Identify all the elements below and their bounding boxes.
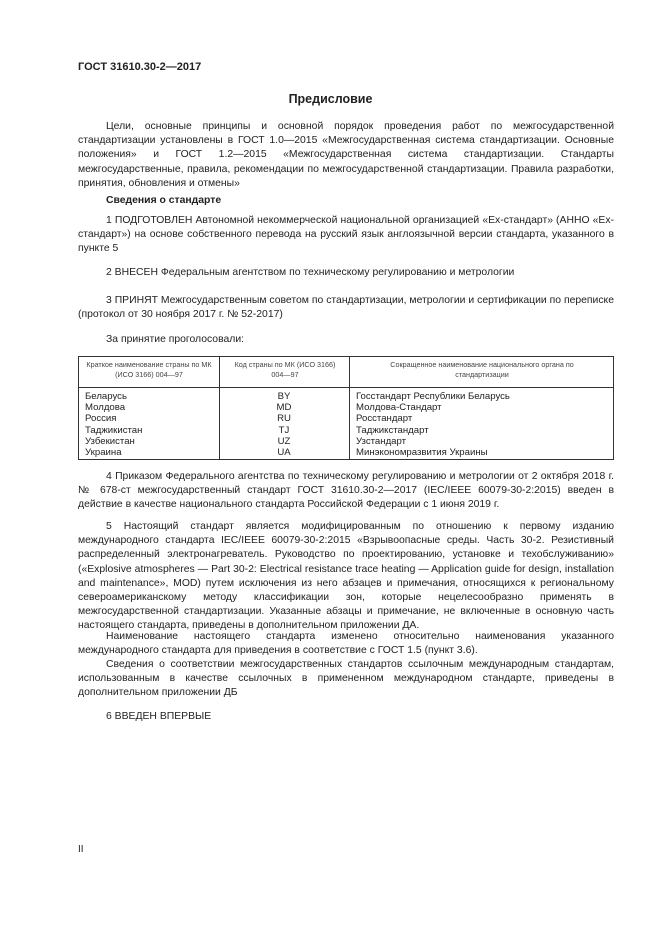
document-number: ГОСТ 31610.30-2—2017: [78, 61, 202, 73]
page-title: Предисловие: [288, 92, 373, 106]
table-cell: Молдова: [85, 402, 126, 414]
item-6: 6 ВВЕДЕН ВПЕРВЫЕ: [106, 711, 212, 722]
header-country-name: Краткое наименование страны по МК (ИСО 3166) 004—97: [86, 360, 212, 379]
item-3: 3 ПРИНЯТ Межгосударственным советом по стандартизации, метрологии и сертификации по переписке (протокол от 30 ноября 2017 г. № 52-2017): [78, 295, 614, 321]
table-cell: Росстандарт: [356, 413, 413, 425]
column-divider: [349, 357, 350, 459]
country-name-column: [85, 391, 142, 458]
table-cell: Госстандарт Республики Беларусь: [356, 391, 510, 402]
item-1: 1 ПОДГОТОВЛЕН Автономной некоммерческой национальной организацией «Ех-стандарт» (АННО «Ех-стандарт») на основе собственного перевода на русский язык англоязычной версии стандарта, указанного в пункте 5: [78, 215, 614, 255]
voting-table: [78, 356, 614, 460]
item-2: 2 ВНЕСЕН Федеральным агентством по техническому регулированию и метрологии: [106, 267, 515, 278]
table-cell: Украина: [85, 447, 122, 459]
table-cell: UA: [277, 447, 291, 459]
item-4: 4 Приказом Федерального агентства по техническому регулированию и метрологии от 2 октября 2018 г. № 678-ст межгосударственный стандарт ГОСТ 31610.30-2—2017 (IEC/IEEE 60079-30-2:2015) введен в действие в качестве национального стандарта Российской Федерации с 1 июня 2019 г.: [78, 471, 614, 511]
page-number: II: [78, 844, 84, 855]
table-cell: Узбекистан: [85, 435, 135, 447]
country-code-column: [219, 391, 349, 458]
header-country-code: Код страны по МК (ИСО 3166) 004—97: [234, 360, 336, 379]
item-5-paragraph-3: Сведения о соответствии межгосударственных стандартов ссылочным международным стандартам, использованным в качестве ссылочных в примененном международном стандарте, приведены в дополнительном приложении ДБ: [78, 659, 614, 699]
item-5-paragraph-2: Наименование настоящего стандарта изменено относительно наименования указанного международного стандарта для приведения в соответствие с ГОСТ 1.5 (пункт 3.6).: [78, 631, 614, 657]
table-cell: Россия: [85, 413, 117, 425]
voted-label: За принятие проголосовали:: [106, 334, 245, 345]
table-cell: Таджикистан: [85, 424, 143, 436]
table-cell: BY: [277, 391, 291, 402]
table-cell: Минэкономразвития Украины: [356, 447, 488, 459]
table-cell: TJ: [278, 424, 290, 436]
table-cell: Молдова-Стандарт: [356, 402, 442, 414]
item-5: 5 Настоящий стандарт является модифицированным по отношению к первому изданию международного стандарта IEC/IEEE 60079-30-2:2015 «Взрывоопасные среды. Часть 30-2. Резистивный распределенный электронагреватель. Руководство по проектированию, установке и техобслуживанию» («Explosive atmospheres — Part 30-2: Electrical resistance trace heating — Application guide for design, installation and maintenance», MOD) путем исключения из него абзацев и примечания, относящихся к региональному североамериканскому методу классификации зон, которые нецелесообразно применять в межгосударственной стандартизации. Указанные абзацы и примечание, не включенные в основную часть настоящего стандарта, приведены в дополнительном приложении ДА.: [78, 521, 614, 632]
table-cell: UZ: [277, 435, 291, 447]
table-cell: Таджикстандарт: [356, 424, 429, 436]
standards-body-column: [356, 391, 510, 458]
header-standards-body: Сокращенное наименование национального органа по стандартизации: [390, 360, 574, 379]
section-heading: Сведения о стандарте: [106, 195, 222, 206]
table-cell: Узстандарт: [356, 435, 407, 447]
table-cell: Беларусь: [85, 391, 127, 402]
table-cell: MD: [276, 402, 292, 414]
intro-paragraph: Цели, основные принципы и основной порядок проведения работ по межгосударственной стандартизации установлены в ГОСТ 1.0—2015 «Межгосударственная система стандартизации. Основные положения» и ГОСТ 1.2—2015 «Межгосударственная система стандартизации. Стандарты межгосударственные, правила, рекомендации по межгосударственной стандартизации. Правила разработки, принятия, обновления и отмены»: [78, 121, 614, 189]
table-cell: RU: [277, 413, 291, 425]
